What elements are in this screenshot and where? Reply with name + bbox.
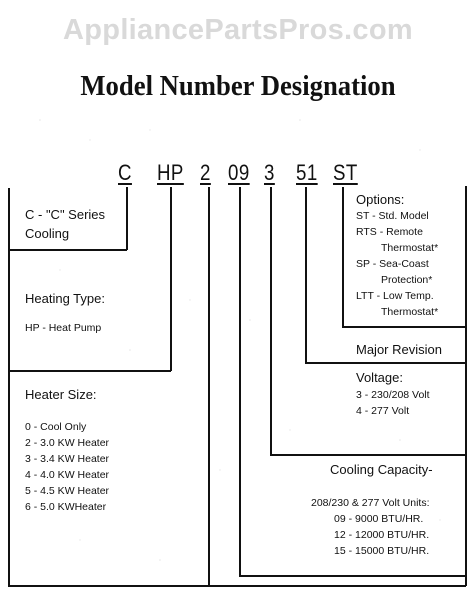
series-line1: C - "C" Series [25, 207, 106, 222]
cooling-capacity-item: 15 - 15000 BTU/HR. [334, 545, 430, 557]
options-item: Thermostat* [381, 242, 439, 254]
frame-left [8, 188, 10, 586]
connector-heating-horizontal [8, 370, 171, 372]
connector-series-vertical [126, 187, 128, 250]
major-revision-label: Major Revision [356, 342, 442, 357]
options-label: Options: [356, 192, 405, 207]
options-item: ST - Std. Model [356, 210, 429, 222]
code-cooling-capacity: 09 [228, 160, 250, 185]
options-item: SP - Sea-Coast [356, 258, 429, 270]
connector-revision-horizontal [305, 362, 466, 364]
voltage-label: Voltage: [356, 370, 403, 385]
watermark: AppliancePartsPros.com [63, 14, 413, 46]
voltage-item: 3 - 230/208 Volt [356, 389, 430, 401]
code-series: C [118, 160, 132, 185]
heating-type-item: HP - Heat Pump [25, 322, 102, 334]
series-line2: Cooling [25, 226, 70, 241]
cooling-capacity-item: 12 - 12000 BTU/HR. [334, 529, 430, 541]
options-item: Protection* [381, 274, 433, 286]
heater-size-item: 3 - 3.4 KW Heater [25, 453, 110, 465]
connector-capacity-bottom [239, 575, 466, 577]
page-title: Model Number Designation [80, 70, 396, 102]
connector-capacity-vertical [239, 187, 241, 576]
connector-revision-vertical [305, 187, 307, 363]
heater-size-item: 4 - 4.0 KW Heater [25, 469, 110, 481]
connector-options-horizontal [342, 326, 466, 328]
heater-size-item: 6 - 5.0 KWHeater [25, 501, 107, 513]
code-options: ST [333, 160, 358, 185]
heating-type-label: Heating Type: [25, 291, 105, 306]
connector-voltage-vertical [270, 187, 272, 455]
connector-heater-vertical [208, 187, 210, 586]
frame-bottom [8, 585, 466, 587]
connector-heating-vertical [170, 187, 172, 371]
voltage-item: 4 - 277 Volt [356, 405, 410, 417]
cooling-capacity-label: Cooling Capacity- [330, 462, 433, 477]
code-voltage: 3 [264, 160, 275, 185]
connector-series-horizontal [8, 249, 127, 251]
heater-size-item: 0 - Cool Only [25, 421, 87, 433]
heater-size-item: 2 - 3.0 KW Heater [25, 437, 110, 449]
code-heater-size: 2 [200, 160, 211, 185]
heater-size-label: Heater Size: [25, 387, 97, 402]
options-item: RTS - Remote [356, 226, 423, 238]
code-heating-type: HP [157, 160, 184, 185]
connector-voltage-horizontal [270, 454, 466, 456]
connector-options-vertical [342, 187, 344, 327]
cooling-capacity-sublabel: 208/230 & 277 Volt Units: [311, 497, 430, 509]
cooling-capacity-item: 09 - 9000 BTU/HR. [334, 513, 424, 525]
heater-size-item: 5 - 4.5 KW Heater [25, 485, 110, 497]
frame-right [465, 186, 467, 586]
code-revision: 51 [296, 160, 318, 185]
options-item: Thermostat* [381, 306, 439, 318]
options-item: LTT - Low Temp. [356, 290, 434, 302]
